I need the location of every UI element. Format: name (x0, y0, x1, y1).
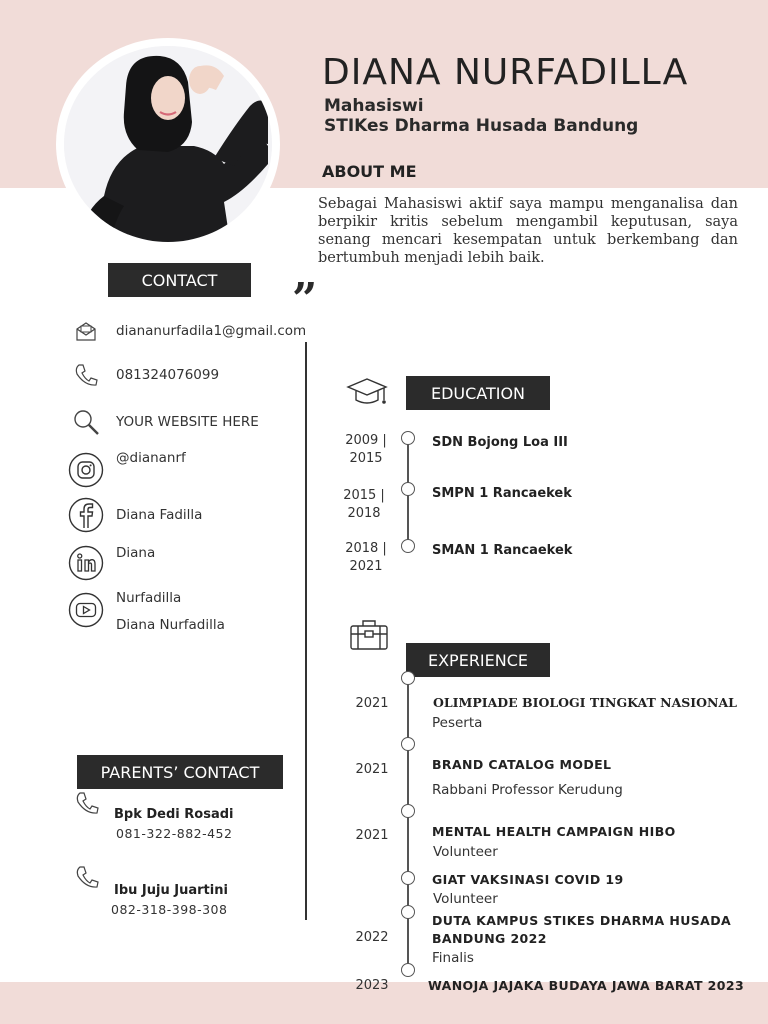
experience-year: 2021 (355, 828, 389, 843)
experience-title: OLIMPIADE BIOLOGI TINGKAT NASIONAL (433, 695, 737, 710)
timeline-dot (401, 871, 415, 885)
education-school: SMPN 1 Rancaekek (432, 486, 572, 501)
column-divider (305, 342, 307, 920)
parent-phone-1: 081-322-882-452 (116, 826, 233, 841)
experience-title: BRAND CATALOG MODEL (432, 757, 612, 772)
contact-website[interactable] (68, 404, 259, 440)
facebook-icon (68, 497, 104, 533)
briefcase-icon (349, 618, 389, 656)
education-heading: EDUCATION (406, 376, 550, 410)
contact-email[interactable] (68, 313, 307, 349)
experience-title: DUTA KAMPUS STIKES DHARMA HUSADA BANDUNG 2022 (432, 913, 732, 946)
timeline-dot (401, 737, 415, 751)
youtube-text-2: Diana Nurfadilla (116, 617, 225, 633)
experience-role: Peserta (432, 715, 483, 731)
email-text: diananurfadila1@gmail.com (116, 323, 307, 339)
parent-name-1: Bpk Dedi Rosadi (114, 807, 234, 822)
education-school: SMAN 1 Rancaekek (432, 543, 573, 558)
education-year: 2015 | 2018 (343, 488, 385, 521)
experience-timeline-line (407, 677, 409, 971)
phone-icon (74, 864, 100, 894)
experience-title: GIAT VAKSINASI COVID 19 (432, 872, 624, 887)
experience-role: Volunteer (433, 891, 498, 907)
experience-year: 2022 (355, 930, 389, 945)
parent-name-2: Ibu Juju Juartini (114, 883, 228, 898)
timeline-dot (401, 671, 415, 685)
instagram-icon (68, 452, 104, 488)
youtube-text: Nurfadilla (116, 590, 182, 606)
about-text: Sebagai Mahasiswi aktif saya mampu menganalisa dan berpikir kritis sebelum mengambil keputusan, saya senang mencari kesempatan untuk berkembang dan bertumbuh menjadi lebih baik. (318, 196, 738, 266)
education-school: SDN Bojong Loa III (432, 435, 568, 450)
search-icon (68, 404, 104, 440)
experience-year: 2021 (355, 696, 389, 711)
contact-facebook[interactable] (68, 497, 203, 533)
contact-instagram[interactable] (68, 450, 186, 488)
contact-linkedin[interactable] (68, 545, 156, 581)
graduation-cap-icon (346, 376, 388, 414)
phone-icon (74, 790, 100, 820)
contact-heading: CONTACT (108, 263, 251, 297)
contact-phone[interactable] (68, 357, 220, 393)
phone-text: 081324076099 (116, 367, 220, 383)
experience-role: Volunteer (433, 844, 498, 860)
experience-heading: EXPERIENCE (406, 643, 550, 677)
about-heading: ABOUT ME (322, 162, 417, 181)
timeline-dot (401, 804, 415, 818)
education-year: 2009 | 2015 (345, 433, 387, 466)
quote-mark: ” (292, 274, 318, 325)
experience-year: 2021 (355, 762, 389, 777)
experience-title: MENTAL HEALTH CAMPAIGN HIBO (432, 824, 676, 839)
experience-role: Finalis (432, 950, 474, 966)
parent-phone-2: 082-318-398-308 (111, 902, 228, 917)
timeline-dot (401, 539, 415, 553)
facebook-text: Diana Fadilla (116, 507, 203, 523)
experience-title: WANOJA JAJAKA BUDAYA JAWA BARAT 2023 (428, 978, 745, 993)
timeline-dot (401, 905, 415, 919)
experience-year: 2023 (355, 978, 389, 993)
timeline-dot (401, 963, 415, 977)
website-text: YOUR WEBSITE HERE (116, 414, 259, 430)
education-year: 2018 | 2021 (345, 541, 387, 574)
parents-heading: PARENTS’ CONTACT (77, 755, 283, 789)
phone-icon (68, 357, 104, 393)
profile-photo (64, 46, 272, 242)
role-title: Mahasiswi (324, 96, 424, 116)
timeline-dot (401, 482, 415, 496)
timeline-dot (401, 431, 415, 445)
mail-icon (68, 313, 104, 349)
institution: STIKes Dharma Husada Bandung (324, 116, 639, 136)
contact-youtube[interactable] (68, 590, 225, 633)
full-name: DIANA NURFADILLA (322, 52, 689, 93)
linkedin-text: Diana (116, 545, 156, 561)
youtube-icon (68, 592, 104, 628)
experience-role: Rabbani Professor Kerudung (432, 782, 623, 798)
instagram-text: @diananrf (116, 450, 186, 466)
linkedin-icon (68, 545, 104, 581)
